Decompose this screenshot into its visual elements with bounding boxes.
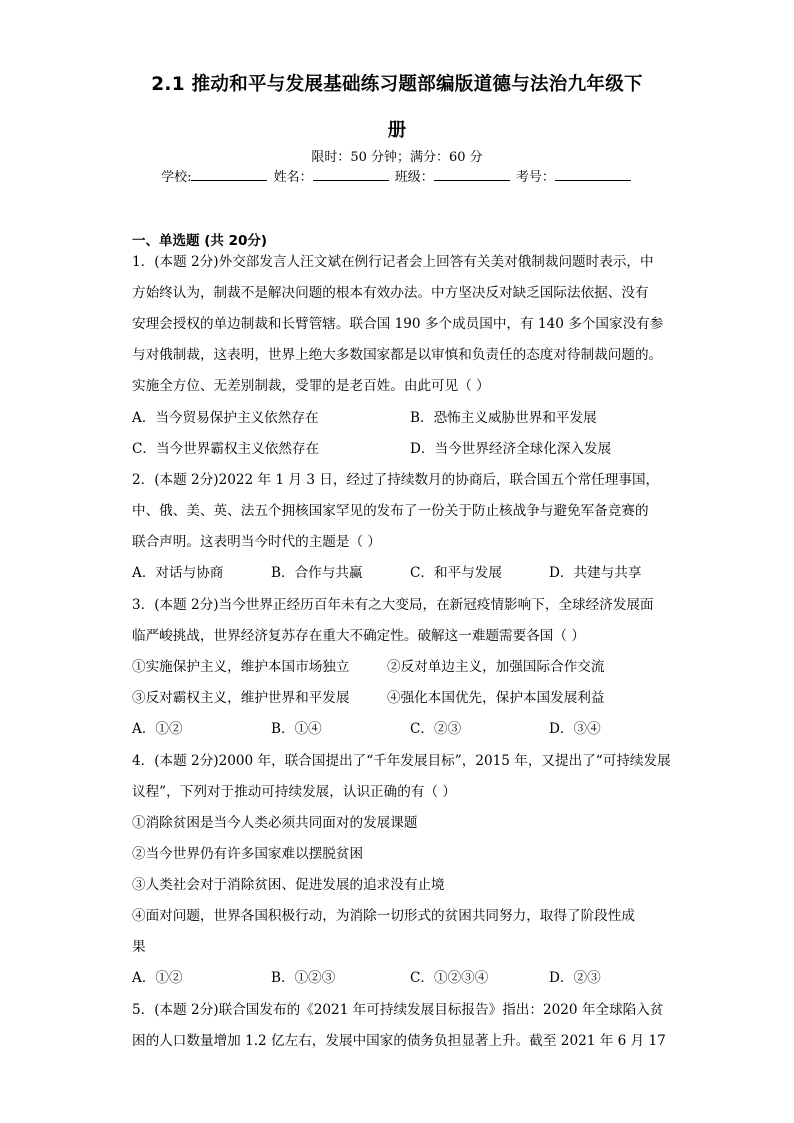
document-title <box>120 62 674 154</box>
question-3-option-b: B．①④ <box>271 721 322 737</box>
question-3-line: 临严峻挑战，世界经济复苏存在重大不确定性。破解这一难题需要各国（ ） <box>132 628 585 644</box>
question-5-line: 困的人口数量增加 1.2 亿左右，发展中国家的债务负担显著上升。截至 2021 年 6 月 17 <box>132 1033 666 1049</box>
question-3-option-a: A．①② <box>132 721 183 737</box>
question-2-option-c: C．和平与发展 <box>410 565 502 581</box>
question-4-line: 4．(本题 2分)2000 年，联合国提出了“千年发展目标”，2015 年，又提出了“可持续发展 <box>132 753 671 769</box>
question-3-item: ③反对霸权主义，维护世界和平发展 <box>132 690 350 706</box>
question-1-line: 与对俄制裁，这表明，世界上绝大多数国家都是以审慎和负责任的态度对待制裁问题的。 <box>132 347 663 363</box>
school-blank[interactable] <box>191 168 267 181</box>
question-2-option-b: B．合作与共赢 <box>271 565 363 581</box>
question-3-item: ②反对单边主义，加强国际合作交流 <box>387 659 605 675</box>
question-4-item: 果 <box>132 939 146 955</box>
question-4-item: ②当今世界仍有许多国家难以摆脱贫困 <box>132 846 364 862</box>
class-label: 班级： <box>394 170 434 185</box>
name-blank[interactable] <box>313 168 389 181</box>
question-4-option-b: B．①②③ <box>271 970 336 986</box>
question-4-item: ①消除贫困是当今人类必须共同面对的发展课题 <box>132 815 418 831</box>
school-label: 学校: <box>161 170 192 185</box>
question-1-line: 1．(本题 2分)外交部发言人汪文斌在例行记者会上回答有关美对俄制裁问题时表示，中 <box>132 254 654 270</box>
question-1-option-d: D．当今世界经济全球化深入发展 <box>410 441 612 457</box>
question-4-item: ④面对问题，世界各国积极行动，为消除一切形式的贫困共同努力，取得了阶段性成 <box>132 908 635 924</box>
question-4-line: 议程”，下列对于推动可持续发展，认识正确的有（ ） <box>132 784 456 800</box>
question-1-option-b: B．恐怖主义威胁世界和平发展 <box>410 410 597 426</box>
title-line-2: 册 <box>387 120 407 141</box>
question-1-option-c: C．当今世界霸权主义依然存在 <box>132 441 320 457</box>
question-3-line: 3．(本题 2分)当今世界正经历百年未有之大变局，在新冠疫情影响下，全球经济发展面 <box>132 597 654 613</box>
question-2-line: 2．(本题 2分)2022 年 1 月 3 日，经过了持续数月的协商后，联合国五个常任理事国， <box>132 472 660 488</box>
class-blank[interactable] <box>434 168 510 181</box>
question-3-option-d: D．③④ <box>549 721 601 737</box>
question-3-option-c: C．②③ <box>410 721 462 737</box>
question-2-line: 联合声明。这表明当今时代的主题是（ ） <box>132 534 382 550</box>
section-heading: 一、单选题 (共 20分) <box>132 233 268 249</box>
question-5-line: 5．(本题 2分)联合国发布的《2021 年可持续发展目标报告》指出：2020 年全球陷入贫 <box>132 1002 664 1018</box>
title-line-1: 2.1 推动和平与发展基础练习题部编版道德与法治九年级下 <box>151 74 643 95</box>
question-4-option-c: C．①②③④ <box>410 970 489 986</box>
question-4-option-a: A．①② <box>132 970 183 986</box>
question-2-option-a: A．对话与协商 <box>132 565 224 581</box>
question-4-item: ③人类社会对于消除贫困、促进发展的追求没有止境 <box>132 877 445 893</box>
question-1-line: 安理会授权的单边制裁和长臂管辖。联合国 190 多个成员国中，有 140 多个国家没有参 <box>132 316 664 332</box>
student-info-fields <box>0 166 794 185</box>
question-2-option-d: D．共建与共享 <box>549 565 642 581</box>
name-label: 姓名： <box>273 170 313 185</box>
exam-number-label: 考号： <box>515 170 555 185</box>
question-1-line: 方始终认为，制裁不是解决问题的根本有效办法。中方坚决反对缺乏国际法依据、没有 <box>132 285 649 301</box>
question-3-item: ④强化本国优先，保护本国发展利益 <box>387 690 605 706</box>
question-4-option-d: D．②③ <box>549 970 601 986</box>
question-1-option-a: A．当今贸易保护主义依然存在 <box>132 410 319 426</box>
question-1-line: 实施全方位、无差别制裁，受罪的是老百姓。由此可见（ ） <box>132 378 490 394</box>
exam-number-blank[interactable] <box>555 168 631 181</box>
question-3-item: ①实施保护主义，维护本国市场独立 <box>132 659 350 675</box>
question-2-line: 中、俄、美、英、法五个拥核国家罕见的发布了一份关于防止核战争与避免军备竞赛的 <box>132 503 649 519</box>
time-score-limit: 限时：50 分钟；满分：60 分 <box>311 150 483 165</box>
